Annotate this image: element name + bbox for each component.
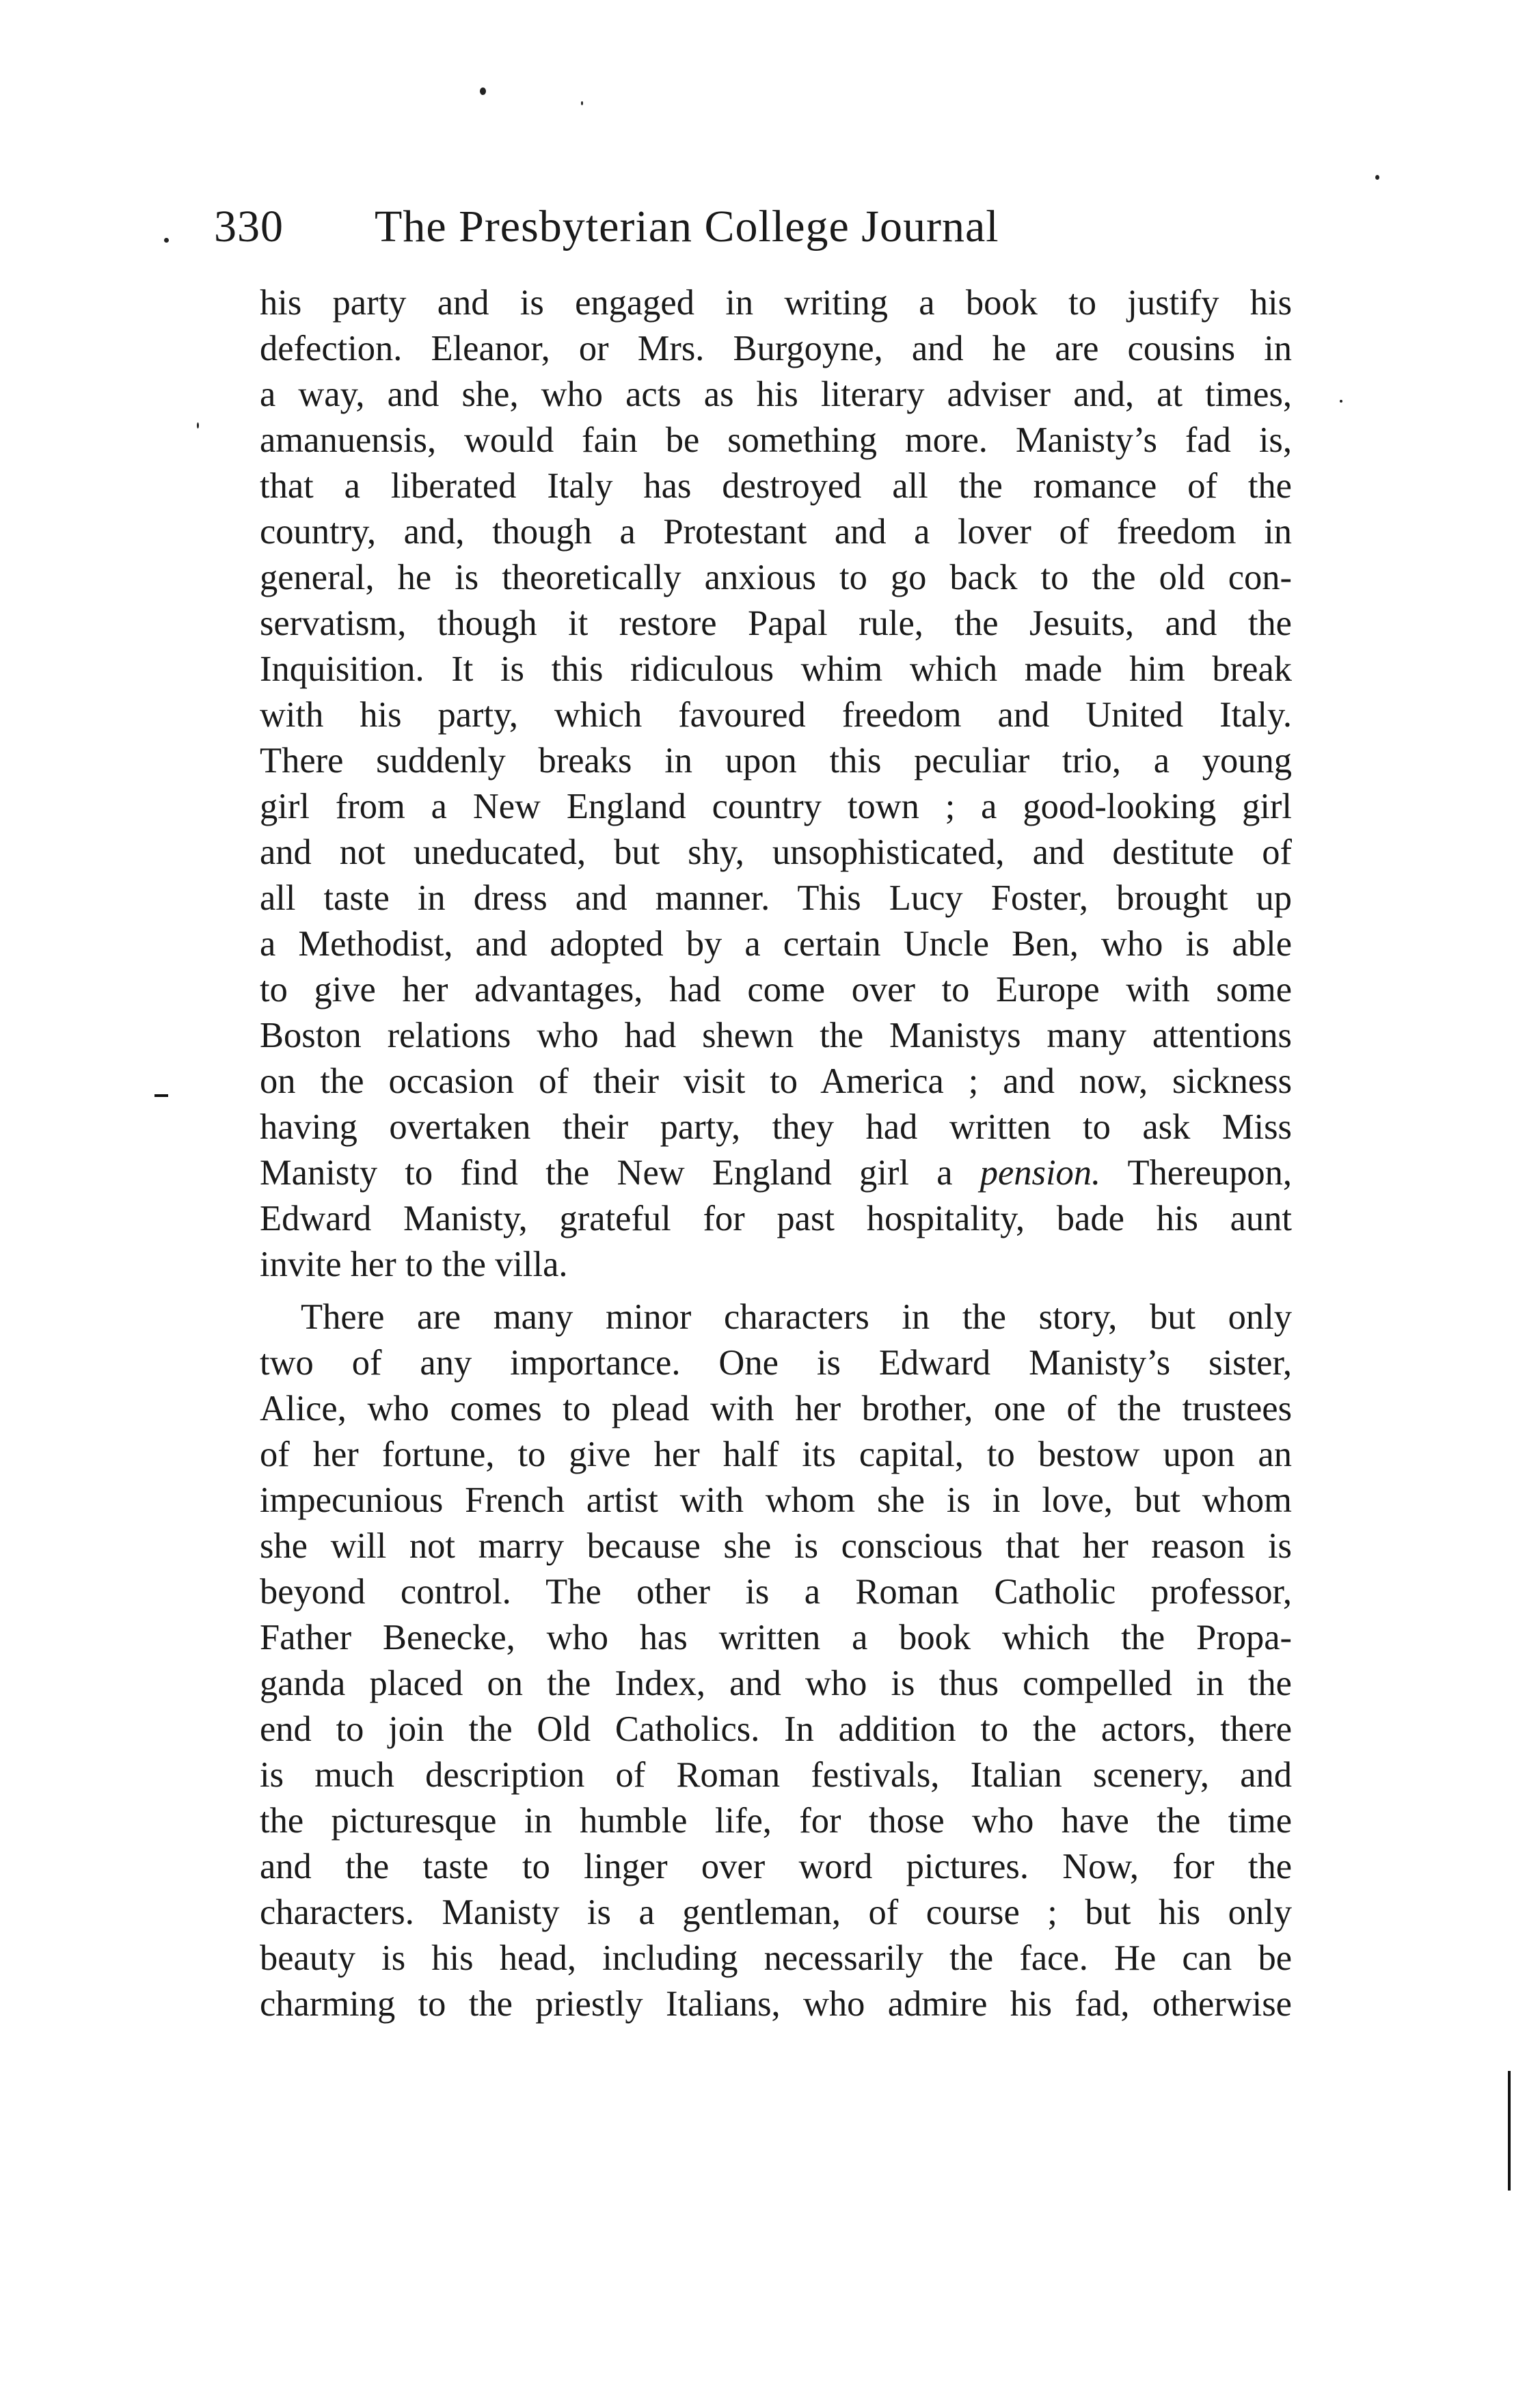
text-line: There are many minor characters in the story, but only [301, 1297, 1292, 1337]
text-line: his party and is engaged in writing a book to justify his [260, 283, 1292, 323]
text-line: beyond control. The other is a Roman Catholic professor, [260, 1572, 1292, 1612]
text-line: beauty is his head, including necessarily the face. He can be [260, 1938, 1292, 1978]
scan-speck [164, 238, 169, 243]
body-text [260, 280, 1292, 2027]
text-segment: Thereupon, [1100, 1153, 1292, 1193]
text-line: having overtaken their party, they had written to ask Miss [260, 1107, 1292, 1147]
scan-speck [1375, 175, 1379, 180]
text-line: ganda placed on the Index, and who is thus compelled in the [260, 1664, 1292, 1703]
text-line: on the occasion of their visit to America ; and now, sickness [260, 1061, 1292, 1101]
scan-speck [1340, 400, 1342, 403]
text-segment: Manisty to find the New England girl a [260, 1153, 953, 1193]
paragraph-2 [260, 1294, 1292, 2027]
page-number: 330 [214, 202, 284, 252]
text-line: to give her advantages, had come over to Europe with some [260, 970, 1292, 1009]
text-line: Father Benecke, who has written a book which the Propa- [260, 1618, 1292, 1657]
text-line: Alice, who comes to plead with her brother, one of the trustees [260, 1389, 1292, 1428]
text-line: the picturesque in humble life, for those who have the time [260, 1801, 1292, 1841]
text-line: two of any importance. One is Edward Manisty’s sister, [260, 1343, 1292, 1383]
paragraph-1 [260, 280, 1292, 1288]
text-line: general, he is theoretically anxious to go back to the old con- [260, 558, 1292, 597]
text-line: with his party, which favoured freedom and United Italy. [260, 695, 1292, 735]
text-line: amanuensis, would fain be something more. Manisty’s fad is, [260, 420, 1292, 460]
text-line: country, and, though a Protestant and a lover of freedom in [260, 512, 1292, 552]
text-line: characters. Manisty is a gentleman, of course ; but his only [260, 1893, 1292, 1932]
text-line: invite her to the villa. [260, 1245, 568, 1284]
text-line: and the taste to linger over word pictures. Now, for the [260, 1847, 1292, 1886]
text-line-pension [260, 1150, 1292, 1196]
scan-speck [197, 422, 199, 429]
text-line: Inquisition. It is this ridiculous whim which made him break [260, 649, 1292, 689]
text-line: servatism, though it restore Papal rule, the Jesuits, and the [260, 604, 1292, 643]
text-line: Edward Manisty, grateful for past hospitality, bade his aunt [260, 1199, 1292, 1238]
text-line: There suddenly breaks in upon this peculiar trio, a young [260, 741, 1292, 781]
scan-edge-line [1508, 2071, 1511, 2191]
text-line: that a liberated Italy has destroyed all the romance of the [260, 466, 1292, 506]
text-line: Boston relations who had shewn the Manistys many attentions [260, 1016, 1292, 1055]
text-line: and not uneducated, but shy, unsophisticated, and destitute of [260, 832, 1292, 872]
running-title: The Presbyterian College Journal [375, 202, 999, 252]
text-line: of her fortune, to give her half its capital, to bestow upon an [260, 1435, 1292, 1474]
text-line: a Methodist, and adopted by a certain Uncle Ben, who is able [260, 924, 1292, 964]
text-line: girl from a New England country town ; a good-looking girl [260, 787, 1292, 826]
paragraph-gap [260, 1288, 1292, 1294]
text-line: a way, and she, who acts as his literary adviser and, at times, [260, 375, 1292, 414]
text-line: charming to the priestly Italians, who admire his fad, otherwise [260, 1984, 1292, 2024]
italic-word: pension. [980, 1153, 1101, 1193]
text-line: all taste in dress and manner. This Lucy Foster, brought up [260, 878, 1292, 918]
scan-dash [154, 1094, 168, 1097]
text-line: she will not marry because she is conscious that her reason is [260, 1526, 1292, 1566]
running-header [214, 193, 1308, 261]
text-line: impecunious French artist with whom she is in love, but whom [260, 1480, 1292, 1520]
text-line: defection. Eleanor, or Mrs. Burgoyne, and he are cousins in [260, 329, 1292, 368]
scan-speck [581, 101, 583, 105]
text-line: end to join the Old Catholics. In addition to the actors, there [260, 1709, 1292, 1749]
text-line: is much description of Roman festivals, Italian scenery, and [260, 1755, 1292, 1795]
scan-speck [480, 87, 486, 95]
